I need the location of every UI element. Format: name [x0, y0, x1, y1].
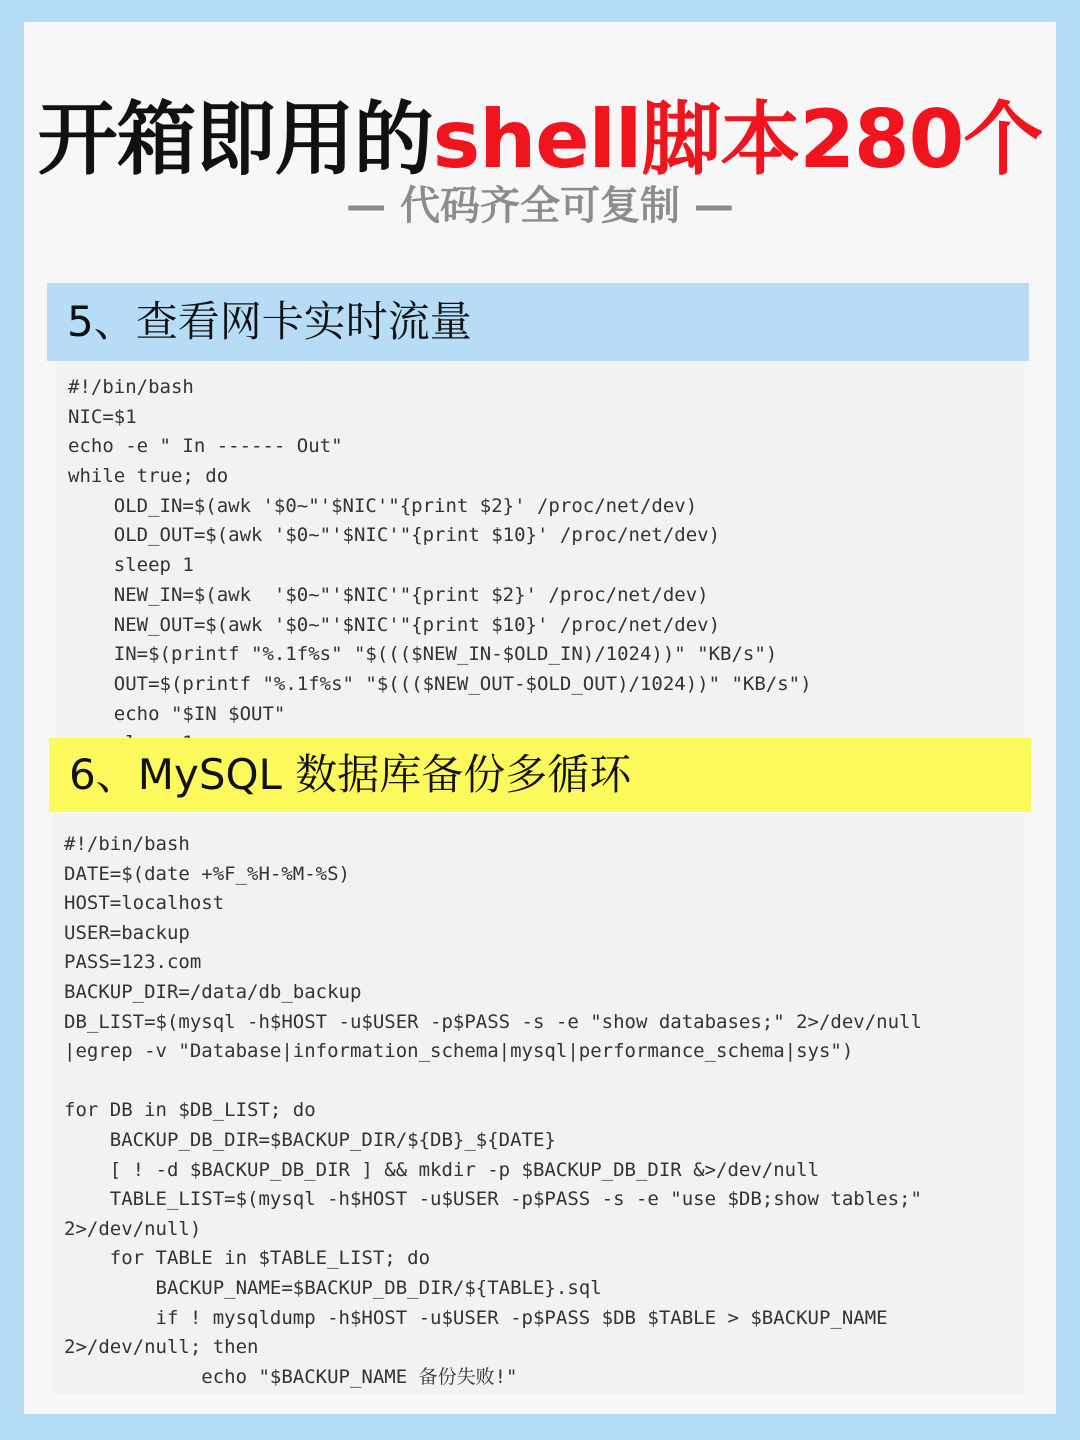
code-line: echo -e " In ------ Out" [68, 435, 343, 458]
code-line: OLD_IN=$(awk '$0~"'$NIC'"{print $2}' /proc/net/dev) [68, 494, 698, 517]
code-line: BACKUP_NAME=$BACKUP_DB_DIR/${TABLE}.sql [64, 1276, 602, 1299]
code-line: sleep 1 [68, 554, 194, 577]
code-line: BACKUP_DIR=/data/db_backup [64, 980, 362, 1003]
code-line: if ! mysqldump -h$HOST -u$USER -p$PASS $DB $TABLE > $BACKUP_NAME [64, 1306, 888, 1329]
code-line: for DB in $DB_LIST; do [64, 1099, 316, 1122]
code-line: DB_LIST=$(mysql -h$HOST -u$USER -p$PASS -s -e "show databases;" 2>/dev/null [64, 1010, 922, 1033]
code-line: while true; do [68, 465, 229, 488]
page-subtitle: — 代码齐全可复制 — [346, 183, 734, 229]
code-line [64, 1067, 1024, 1097]
code-line: echo "$IN $OUT" [68, 702, 286, 725]
code-line: #!/bin/bash [68, 376, 194, 398]
code-line: USER=backup [64, 921, 190, 944]
title-main: 开箱即用的 [37, 93, 433, 186]
section-heading-5: 5、查看网卡实时流量 [47, 283, 1029, 361]
code-line: TABLE_LIST=$(mysql -h$HOST -u$USER -p$PASS -s -e "use $DB;show tables;" [64, 1188, 922, 1211]
code-line: DATE=$(date +%F_%H-%M-%S) [64, 862, 350, 885]
code-line: 2>/dev/null) [64, 1217, 202, 1240]
code-line: |egrep -v "Database|information_schema|mysql|performance_schema|sys") [64, 1040, 854, 1063]
page-title [24, 92, 1056, 188]
code-line: NEW_OUT=$(awk '$0~"'$NIC'"{print $10}' /proc/net/dev) [68, 613, 721, 636]
section-heading-6: 6、MySQL 数据库备份多循环 [49, 738, 1031, 812]
code-line: HOST=localhost [64, 892, 225, 915]
code-line: #!/bin/bash [64, 833, 190, 855]
code-line: [ ! -d $BACKUP_DB_DIR ] && mkdir -p $BACKUP_DB_DIR &>/dev/null [64, 1158, 819, 1181]
title-highlight: shell脚本280个 [432, 93, 1043, 186]
code-line: OUT=$(printf "%.1f%s" "$((($NEW_OUT-$OLD_OUT)/1024))" "KB/s") [68, 672, 812, 695]
code-block-mysql-backup [52, 814, 1024, 1394]
code-line: for TABLE in $TABLE_LIST; do [64, 1247, 431, 1270]
content-card [24, 22, 1056, 1414]
code-block-network-traffic [56, 362, 1024, 738]
code-line: OLD_OUT=$(awk '$0~"'$NIC'"{print $10}' /proc/net/dev) [68, 524, 721, 547]
code-line: echo "$BACKUP_NAME 备份失败!" [64, 1365, 518, 1388]
code-line: BACKUP_DB_DIR=$BACKUP_DIR/${DB}_${DATE} [64, 1128, 556, 1151]
code-line: NIC=$1 [68, 405, 137, 428]
code-line: PASS=123.com [64, 951, 202, 974]
code-line: IN=$(printf "%.1f%s" "$((($NEW_IN-$OLD_IN)/1024))" "KB/s") [68, 643, 778, 666]
code-line: 2>/dev/null; then [64, 1336, 259, 1359]
code-line: NEW_IN=$(awk '$0~"'$NIC'"{print $2}' /proc/net/dev) [68, 583, 709, 606]
